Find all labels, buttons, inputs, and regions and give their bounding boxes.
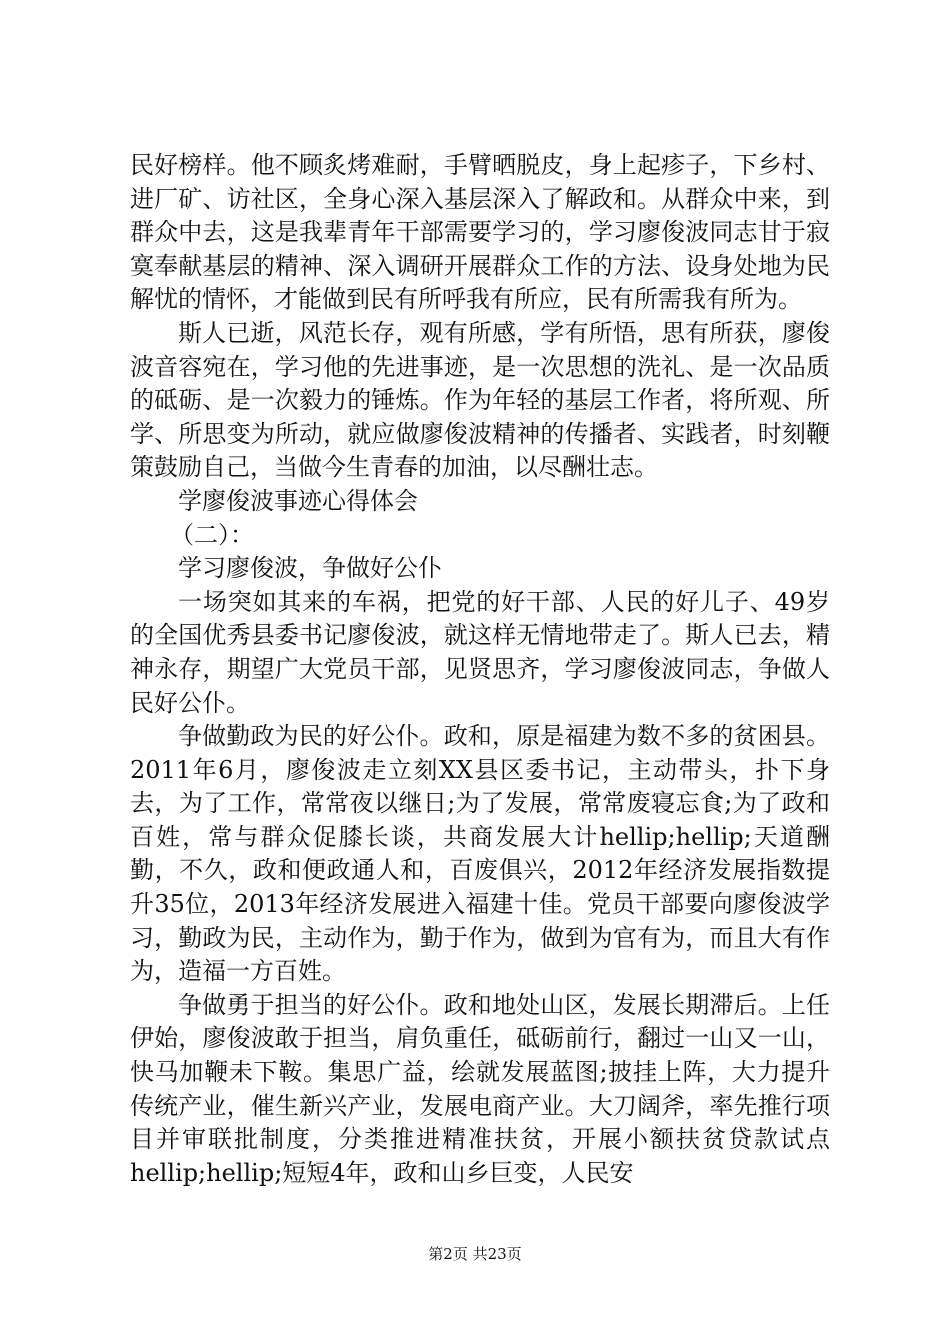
page-footer: 第2页 共23页	[428, 1245, 522, 1263]
body-paragraph: 一场突如其来的车祸，把党的好干部、人民的好儿子、49岁的全国优秀县委书记廖俊波，就这样无情地带走了。斯人已去，精神永存，期望广大党员干部，见贤思齐，学习廖俊波同志，争做人民好公仆。	[130, 587, 830, 717]
document-body	[130, 149, 830, 1190]
section-title: 学廖俊波事迹心得体会	[178, 486, 418, 515]
section-number: （二）：	[170, 520, 254, 549]
body-paragraph: 斯人已逝，风范长存，观有所感，学有所悟，思有所获，廖俊波音容宛在，学习他的先进事迹，是一次思想的洗礼、是一次品质的砥砺、是一次毅力的锤炼。作为年轻的基层工作者，将所观、所学、所思变为所动，就应做廖俊波精神的传播者、实践者，时刻鞭策鼓励自己，当做今生青春的加油，以尽酬壮志。	[130, 318, 830, 482]
section-subtitle: 学习廖俊波，争做好公仆	[178, 554, 442, 583]
body-paragraph: 争做勤政为民的好公仆。政和，原是福建为数不多的贫困县。2011年6月，廖俊波走立刻XX县区委书记，主动带头，扑下身去，为了工作，常常夜以继日;为了发展，常常废寝忘食;为了政和百姓，常与群众促膝长谈，共商发展大计hellip;hellip;天道酬勤，不久，政和便政通人和，百废俱兴，2012年经济发展指数提升35位，2013年经济发展进入福建十佳。党员干部要向廖俊波学习，勤政为民，主动作为，勤于作为，做到为官有为，而且大有作为，造福一方百姓。	[130, 722, 830, 986]
body-paragraph: 民好榜样。他不顾炙烤难耐，手臂晒脱皮，身上起疹子，下乡村、进厂矿、访社区，全身心深入基层深入了解政和。从群众中来，到群众中去，这是我辈青年干部需要学习的，学习廖俊波同志甘于寂寞奉献基层的精神、深入调研开展群众工作的方法、设身处地为民解忧的情怀，才能做到民有所呼我有所应，民有所需我有所为。	[130, 151, 830, 314]
body-paragraph: 争做勇于担当的好公仆。政和地处山区，发展长期滞后。上任伊始，廖俊波敢于担当，肩负重任，砥砺前行，翻过一山又一山，快马加鞭未下鞍。集思广益，绘就发展蓝图;披挂上阵，大力提升传统产业，催生新兴产业，发展电商产业。大刀阔斧，率先推行项目并审联批制度，分类推进精准扶贫，开展小额扶贫贷款试点hellip;hellip;短短4年，政和山乡巨变，人民安	[130, 990, 830, 1187]
